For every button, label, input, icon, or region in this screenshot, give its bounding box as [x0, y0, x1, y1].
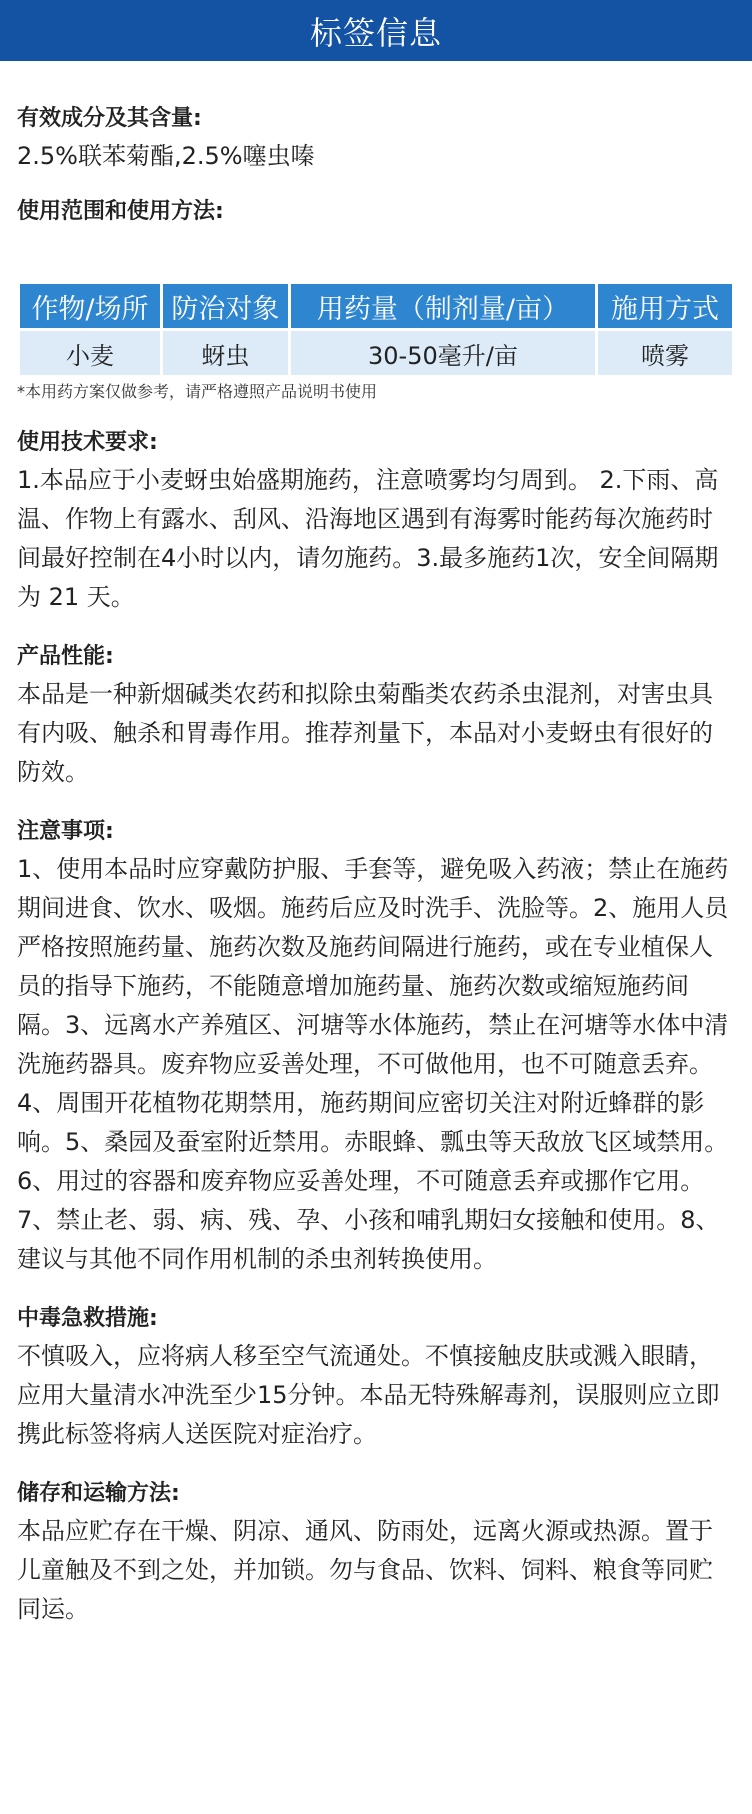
- ingredients-title: 有效成分及其含量:: [17, 106, 202, 131]
- dose-table: [17, 284, 735, 375]
- precautions-section: [17, 818, 735, 1279]
- precautions-body: 1、使用本品时应穿戴防护服、手套等，避免吸入药液；禁止在施药期间进食、饮水、吸烟。施药后应及时洗手、洗脸等。2、施用人员严格按照施药量、施药次数及施药间隔进行施药，或在专业植保人员的指导下施药，不能随意增加施药量、施药次数或缩短施药间隔。3、远离水产养殖区、河塘等水体施药，禁止在河塘等水体中清洗施药器具。废弃物应妥善处理，不可做他用，也不可随意丢弃。4、周围开花植物花期禁用，施药期间应密切关注对附近蜂群的影响。5、桑园及蚕室附近禁用。赤眼蜂、瓢虫等天敌放飞区域禁用。6、用过的容器和废弃物应妥善处理，不可随意丢弃或挪作它用。7、禁止老、弱、病、残、孕、小孩和哺乳期妇女接触和使用。8、建议与其他不同作用机制的杀虫剂转换使用。: [17, 855, 729, 1273]
- dose-table-header: 用药量（制剂量/亩）: [291, 284, 595, 331]
- table-row: [20, 331, 732, 375]
- first-aid-section: [17, 1305, 735, 1454]
- dose-table-header-row: [20, 284, 732, 331]
- storage-title: 储存和运输方法:: [17, 1481, 180, 1506]
- performance-body: 本品是一种新烟碱类农药和拟除虫菊酯类农药杀虫混剂，对害虫具有内吸、触杀和胃毒作用。推荐剂量下，本品对小麦蚜虫有很好的防效。: [17, 680, 713, 786]
- table-cell-method: 喷雾: [598, 331, 732, 375]
- performance-title: 产品性能:: [17, 644, 114, 669]
- usage-scope-title: 使用范围和使用方法:: [17, 199, 224, 224]
- table-cell-target: 蚜虫: [163, 331, 288, 375]
- technical-section: [17, 429, 735, 617]
- usage-scope-section: [17, 198, 735, 226]
- technical-title: 使用技术要求:: [17, 430, 158, 455]
- table-cell-crop: 小麦: [20, 331, 160, 375]
- table-cell-dosage: 30-50毫升/亩: [291, 331, 595, 375]
- dose-table-note: *本用药方案仅做参考，请严格遵照产品说明书使用: [17, 382, 378, 401]
- ingredients-section: [17, 105, 735, 176]
- ingredients-body: 2.5%联苯菊酯,2.5%噻虫嗪: [17, 142, 315, 170]
- dose-table-header: 施用方式: [598, 284, 732, 331]
- precautions-title: 注意事项:: [17, 819, 114, 844]
- page-title: 标签信息: [309, 13, 442, 52]
- storage-body: 本品应贮存在干燥、阴凉、通风、防雨处，远离火源或热源。置于儿童触及不到之处，并加锁。勿与食品、饮料、饲料、粮食等同贮同运。: [17, 1517, 713, 1623]
- dose-table-header: 防治对象: [163, 284, 288, 331]
- dose-table-header: 作物/场所: [20, 284, 160, 331]
- technical-body: 1.本品应于小麦蚜虫始盛期施药，注意喷雾均匀周到。 2.下雨、高温、作物上有露水、刮风、沿海地区遇到有海雾时能药每次施药时间最好控制在4小时以内，请勿施药。3.最多施药1次，安全间隔期为 21 天。: [17, 466, 719, 611]
- page-header: [0, 0, 752, 61]
- first-aid-title: 中毒急救措施:: [17, 1306, 158, 1331]
- first-aid-body: 不慎吸入，应将病人移至空气流通处。不慎接触皮肤或溅入眼睛，应用大量清水冲洗至少15分钟。本品无特殊解毒剂，误服则应立即携此标签将病人送医院对症治疗。: [17, 1342, 720, 1448]
- storage-section: [17, 1480, 735, 1629]
- label-content: [0, 61, 752, 1629]
- performance-section: [17, 643, 735, 792]
